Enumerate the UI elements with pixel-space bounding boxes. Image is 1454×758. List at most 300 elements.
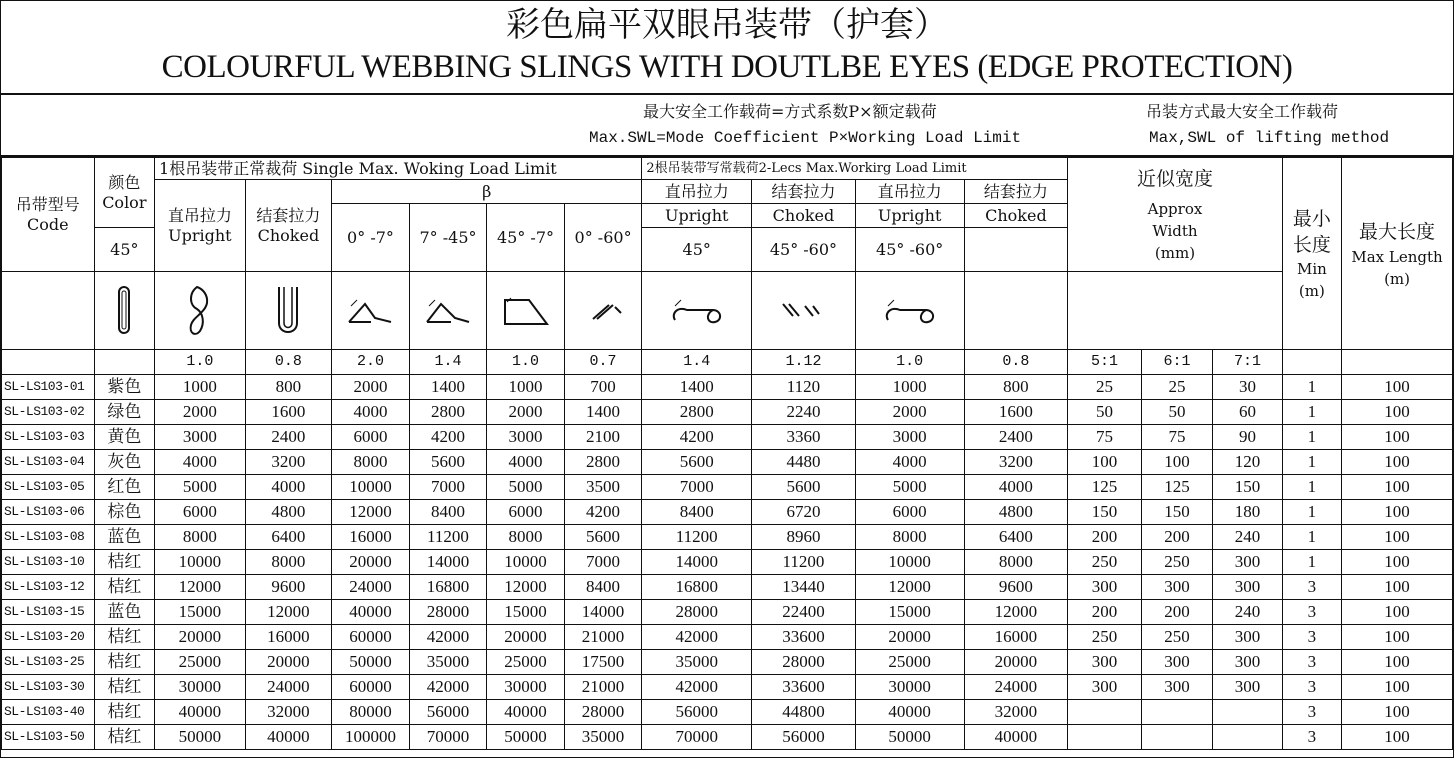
row-load-value: 25000 (855, 650, 964, 675)
row-min-length: 1 (1282, 550, 1341, 575)
row-load-value: 4200 (409, 425, 487, 450)
row-width-value: 200 (1068, 525, 1142, 550)
coef-1: 1.0 (155, 350, 246, 375)
row-code: SL-LS103-02 (2, 400, 95, 425)
double-group-header: 2根吊装带写常载荷2-Lecs Max.Workirg Load Limit (642, 158, 1068, 180)
row-width-value: 50 (1068, 400, 1142, 425)
row-code: SL-LS103-20 (2, 625, 95, 650)
max-header-en: Max Length (1351, 247, 1443, 266)
row-width-value: 300 (1213, 625, 1282, 650)
formula-english: Max.SWL=Mode Coefficient P×Working Load Limit (589, 129, 1022, 147)
double-upright-icon (667, 296, 727, 326)
row-load-value: 9600 (245, 575, 332, 600)
row-min-length: 3 (1282, 725, 1341, 750)
row-width-value (1068, 725, 1142, 750)
row-width-value: 300 (1068, 575, 1142, 600)
row-width-value: 300 (1068, 675, 1142, 700)
row-load-value: 800 (964, 375, 1068, 400)
row-load-value: 10000 (487, 550, 565, 575)
row-load-value: 42000 (409, 625, 487, 650)
angle-icon-cell-1 (332, 272, 410, 350)
row-load-value: 24000 (964, 675, 1068, 700)
row-load-value: 800 (245, 375, 332, 400)
row-load-value: 15000 (487, 600, 565, 625)
row-width-value: 300 (1213, 550, 1282, 575)
row-load-value: 1120 (752, 375, 856, 400)
row-load-value: 50000 (155, 725, 246, 750)
row-color: 灰色 (94, 450, 154, 475)
row-load-value: 33600 (752, 625, 856, 650)
double-upright-en-2: Upright (855, 204, 964, 228)
row-load-value: 11200 (642, 525, 752, 550)
row-code: SL-LS103-15 (2, 600, 95, 625)
row-load-value: 8000 (155, 525, 246, 550)
row-min-length: 3 (1282, 650, 1341, 675)
row-load-value: 44800 (752, 700, 856, 725)
row-width-value: 90 (1213, 425, 1282, 450)
row-load-value: 80000 (332, 700, 410, 725)
row-load-value: 12000 (155, 575, 246, 600)
row-width-value: 300 (1141, 675, 1212, 700)
min-length-header (1282, 158, 1341, 350)
row-color: 桔红 (94, 550, 154, 575)
row-width-value: 75 (1141, 425, 1212, 450)
coef-5: 1.0 (487, 350, 565, 375)
row-code: SL-LS103-50 (2, 725, 95, 750)
row-color: 紫色 (94, 375, 154, 400)
row-load-value: 40000 (487, 700, 565, 725)
sling-loop-icon (114, 283, 134, 339)
row-code: SL-LS103-08 (2, 525, 95, 550)
row-load-value: 2800 (642, 400, 752, 425)
row-width-value: 200 (1141, 600, 1212, 625)
row-load-value: 15000 (855, 600, 964, 625)
row-load-value: 70000 (409, 725, 487, 750)
row-load-value: 3500 (564, 475, 642, 500)
row-load-value: 12000 (855, 575, 964, 600)
row-load-value: 17500 (564, 650, 642, 675)
row-load-value: 12000 (332, 500, 410, 525)
row-load-value: 2000 (855, 400, 964, 425)
row-color: 桔红 (94, 725, 154, 750)
row-code: SL-LS103-12 (2, 575, 95, 600)
row-width-value: 250 (1141, 550, 1212, 575)
row-load-value: 24000 (332, 575, 410, 600)
min-header-cn1: 最小 (1292, 207, 1331, 230)
row-load-value: 8000 (332, 450, 410, 475)
row-load-value: 4000 (487, 450, 565, 475)
row-color: 绿色 (94, 400, 154, 425)
row-width-value: 25 (1068, 375, 1142, 400)
color-icon-cell (964, 228, 1068, 272)
row-width-value: 300 (1068, 650, 1142, 675)
row-load-value: 7000 (409, 475, 487, 500)
row-width-value: 125 (1141, 475, 1212, 500)
double-icon-cell-2 (752, 272, 856, 350)
row-color: 棕色 (94, 500, 154, 525)
table-row (2, 675, 1453, 700)
row-width-value (1141, 725, 1212, 750)
row-max-length: 100 (1342, 700, 1453, 725)
coef-2: 0.8 (245, 350, 332, 375)
ratio-5-1: 5:1 (1068, 350, 1142, 375)
row-load-value: 5000 (155, 475, 246, 500)
row-width-value: 250 (1068, 625, 1142, 650)
row-load-value: 5600 (642, 450, 752, 475)
row-load-value: 28000 (409, 600, 487, 625)
row-color: 黄色 (94, 425, 154, 450)
row-load-value: 4200 (564, 500, 642, 525)
angle-icon-cell-3 (487, 272, 565, 350)
beta-header: β (332, 180, 642, 204)
double-choked-cn: 结套拉力 (752, 180, 856, 204)
row-load-value: 30000 (487, 675, 565, 700)
table-row (2, 725, 1453, 750)
table-row (2, 625, 1453, 650)
row-load-value: 4200 (642, 425, 752, 450)
row-load-value: 3200 (245, 450, 332, 475)
basket-angle-icon-1 (345, 296, 395, 326)
table-row (2, 600, 1453, 625)
row-load-value: 40000 (964, 725, 1068, 750)
double-angle-4: 45° -60° (855, 228, 964, 272)
row-load-value: 2240 (752, 400, 856, 425)
row-load-value: 5600 (564, 525, 642, 550)
row-load-value: 14000 (409, 550, 487, 575)
coef-8: 1.12 (752, 350, 856, 375)
row-min-length: 3 (1282, 600, 1341, 625)
angle-0-60: 0° -60° (564, 204, 642, 272)
row-load-value: 2000 (155, 400, 246, 425)
row-max-length: 100 (1342, 650, 1453, 675)
double-choked-en-2: Choked (964, 204, 1068, 228)
width-header-unit: (mm) (1154, 243, 1196, 262)
single-group-header: 1根吊装带正常裁荷 Single Max. Woking Load Limit (155, 158, 642, 180)
row-load-value: 20000 (332, 550, 410, 575)
row-load-value: 4000 (155, 450, 246, 475)
row-max-length: 100 (1342, 425, 1453, 450)
row-load-value: 12000 (245, 600, 332, 625)
row-max-length: 100 (1342, 675, 1453, 700)
color-header-cn: 颜色 (108, 172, 141, 192)
row-load-value: 1400 (642, 375, 752, 400)
choked-header-en: Choked (257, 225, 320, 245)
width-header-cn: 近似宽度 (1136, 167, 1213, 190)
min-header-en: Min (1296, 259, 1327, 278)
double-angle-2: 45° (642, 228, 752, 272)
row-min-length: 1 (1282, 425, 1341, 450)
row-max-length: 100 (1342, 725, 1453, 750)
code-icon-spacer (2, 272, 95, 350)
row-code: SL-LS103-06 (2, 500, 95, 525)
row-width-value: 240 (1213, 600, 1282, 625)
row-load-value: 1600 (245, 400, 332, 425)
row-load-value: 16000 (245, 625, 332, 650)
row-load-value: 1000 (155, 375, 246, 400)
double-icon-cell-3 (855, 272, 964, 350)
row-min-length: 1 (1282, 500, 1341, 525)
row-width-value: 75 (1068, 425, 1142, 450)
row-width-value (1213, 700, 1282, 725)
double-upright-en: Upright (642, 204, 752, 228)
row-load-value: 700 (564, 375, 642, 400)
row-load-value: 1000 (855, 375, 964, 400)
row-min-length: 1 (1282, 375, 1341, 400)
row-min-length: 3 (1282, 675, 1341, 700)
row-load-value: 30000 (855, 675, 964, 700)
row-load-value: 2100 (564, 425, 642, 450)
color-header (94, 158, 154, 228)
row-load-value: 100000 (332, 725, 410, 750)
choked-hitch-icon (273, 283, 303, 339)
row-load-value: 20000 (855, 625, 964, 650)
row-load-value: 16000 (964, 625, 1068, 650)
row-load-value: 3000 (487, 425, 565, 450)
row-load-value: 40000 (855, 700, 964, 725)
row-load-value: 13440 (752, 575, 856, 600)
row-load-value: 6400 (964, 525, 1068, 550)
data-rows (2, 375, 1453, 750)
row-load-value: 4000 (855, 450, 964, 475)
row-load-value: 2400 (245, 425, 332, 450)
row-min-length: 1 (1282, 475, 1341, 500)
row-width-value: 120 (1213, 450, 1282, 475)
color-header-en: Color (102, 192, 147, 212)
row-width-value (1141, 700, 1212, 725)
row-max-length: 100 (1342, 450, 1453, 475)
table-row (2, 425, 1453, 450)
row-max-length: 100 (1342, 550, 1453, 575)
row-load-value: 70000 (642, 725, 752, 750)
row-load-value: 42000 (409, 675, 487, 700)
row-load-value: 8400 (409, 500, 487, 525)
method-english: Max,SWL of lifting method (1149, 129, 1390, 147)
row-max-length: 100 (1342, 575, 1453, 600)
row-width-value: 180 (1213, 500, 1282, 525)
row-width-value: 200 (1141, 525, 1212, 550)
coef-spacer-code (2, 350, 95, 375)
row-load-value: 20000 (487, 625, 565, 650)
coef-spacer-max (1342, 350, 1453, 375)
min-header-unit: (m) (1298, 281, 1325, 300)
row-load-value: 1600 (964, 400, 1068, 425)
double-icon-cell-1 (642, 272, 752, 350)
table-row (2, 375, 1453, 400)
choked-header-cn: 结套拉力 (256, 205, 321, 225)
row-max-length: 100 (1342, 400, 1453, 425)
table-row (2, 700, 1453, 725)
row-max-length: 100 (1342, 625, 1453, 650)
row-width-value: 250 (1068, 550, 1142, 575)
formula-chinese: 最大安全工作载荷=方式系数P×额定载荷 (643, 102, 937, 121)
row-load-value: 21000 (564, 625, 642, 650)
row-color: 蓝色 (94, 600, 154, 625)
row-load-value: 50000 (487, 725, 565, 750)
row-load-value: 16800 (409, 575, 487, 600)
double-upright-cn: 直吊拉力 (642, 180, 752, 204)
row-color: 桔红 (94, 575, 154, 600)
row-load-value: 5600 (752, 475, 856, 500)
row-load-value: 11200 (752, 550, 856, 575)
formula-block (1, 95, 1453, 157)
basket-angle-icon-2 (423, 296, 473, 326)
row-load-value: 6720 (752, 500, 856, 525)
basket-angle-icon-3 (501, 294, 551, 328)
row-load-value: 14000 (642, 550, 752, 575)
row-load-value: 42000 (642, 625, 752, 650)
row-min-length: 1 (1282, 400, 1341, 425)
row-width-value: 150 (1068, 500, 1142, 525)
row-color: 红色 (94, 475, 154, 500)
upright-header-cn: 直吊拉力 (167, 205, 232, 225)
row-load-value: 56000 (642, 700, 752, 725)
row-load-value: 10000 (155, 550, 246, 575)
double-angle-1: 45° (94, 228, 154, 272)
row-code: SL-LS103-05 (2, 475, 95, 500)
row-max-length: 100 (1342, 500, 1453, 525)
row-load-value: 2800 (409, 400, 487, 425)
row-load-value: 4480 (752, 450, 856, 475)
row-width-value: 125 (1068, 475, 1142, 500)
row-load-value: 25000 (155, 650, 246, 675)
row-load-value: 4800 (245, 500, 332, 525)
choked-header (245, 180, 332, 272)
row-load-value: 1400 (409, 375, 487, 400)
coef-9: 1.0 (855, 350, 964, 375)
table-row (2, 500, 1453, 525)
angle-7-45: 7° -45° (409, 204, 487, 272)
double-upright-cn-2: 直吊拉力 (855, 180, 964, 204)
ratio-6-1: 6:1 (1141, 350, 1212, 375)
table-row (2, 475, 1453, 500)
row-load-value: 25000 (487, 650, 565, 675)
angle-icon-cell-2 (409, 272, 487, 350)
row-load-value: 60000 (332, 625, 410, 650)
row-load-value: 2000 (487, 400, 565, 425)
angle-icon-cell-4 (564, 272, 642, 350)
table-row (2, 550, 1453, 575)
row-min-length: 1 (1282, 525, 1341, 550)
upright-header (155, 180, 246, 272)
code-header-cn: 吊带型号 (15, 194, 80, 214)
angle-45-7: 45° -7° (487, 204, 565, 272)
row-width-value: 200 (1068, 600, 1142, 625)
coef-10: 0.8 (964, 350, 1068, 375)
row-code: SL-LS103-40 (2, 700, 95, 725)
row-load-value: 28000 (564, 700, 642, 725)
row-load-value: 6400 (245, 525, 332, 550)
double-angle-3: 45° -60° (752, 228, 856, 272)
row-load-value: 8400 (642, 500, 752, 525)
row-width-value: 60 (1213, 400, 1282, 425)
coef-4: 1.4 (409, 350, 487, 375)
width-icon-spacer (1068, 272, 1282, 350)
row-load-value: 30000 (155, 675, 246, 700)
row-load-value: 16000 (332, 525, 410, 550)
upright-header-en: Upright (168, 225, 232, 245)
row-load-value: 6000 (332, 425, 410, 450)
row-max-length: 100 (1342, 600, 1453, 625)
row-load-value: 2800 (564, 450, 642, 475)
coef-spacer-min (1282, 350, 1341, 375)
row-max-length: 100 (1342, 475, 1453, 500)
code-header (2, 158, 95, 272)
row-load-value: 6000 (487, 500, 565, 525)
row-color: 桔红 (94, 625, 154, 650)
row-width-value: 300 (1213, 675, 1282, 700)
row-width-value: 300 (1141, 650, 1212, 675)
table-row (2, 575, 1453, 600)
basket-angle-icon-4 (583, 299, 623, 323)
double-choked-en: Choked (752, 204, 856, 228)
row-max-length: 100 (1342, 525, 1453, 550)
method-chinese: 吊装方式最大安全工作载荷 (1146, 102, 1339, 121)
row-load-value: 60000 (332, 675, 410, 700)
row-load-value: 8000 (964, 550, 1068, 575)
row-load-value: 4000 (964, 475, 1068, 500)
row-load-value: 4000 (245, 475, 332, 500)
row-load-value: 6000 (855, 500, 964, 525)
row-load-value: 28000 (642, 600, 752, 625)
row-load-value: 14000 (564, 600, 642, 625)
row-code: SL-LS103-03 (2, 425, 95, 450)
row-max-length: 100 (1342, 375, 1453, 400)
row-width-value: 100 (1141, 450, 1212, 475)
row-load-value: 33600 (752, 675, 856, 700)
row-load-value: 8000 (855, 525, 964, 550)
row-width-value: 150 (1141, 500, 1212, 525)
row-load-value: 8000 (245, 550, 332, 575)
row-load-value: 32000 (245, 700, 332, 725)
row-load-value: 5000 (855, 475, 964, 500)
row-load-value: 28000 (752, 650, 856, 675)
row-load-value: 12000 (964, 600, 1068, 625)
choked-icon-cell (245, 272, 332, 350)
row-load-value: 2400 (964, 425, 1068, 450)
upright-icon-cell (155, 272, 246, 350)
row-load-value: 8960 (752, 525, 856, 550)
row-load-value: 4800 (964, 500, 1068, 525)
row-code: SL-LS103-10 (2, 550, 95, 575)
row-load-value: 10000 (855, 550, 964, 575)
double-choked-icon (773, 296, 833, 326)
row-code: SL-LS103-30 (2, 675, 95, 700)
row-load-value: 20000 (245, 650, 332, 675)
coef-3: 2.0 (332, 350, 410, 375)
row-load-value: 3360 (752, 425, 856, 450)
row-min-length: 3 (1282, 700, 1341, 725)
angle-0-7: 0° -7° (332, 204, 410, 272)
row-width-value: 300 (1141, 575, 1212, 600)
row-load-value: 50000 (855, 725, 964, 750)
row-load-value: 8000 (487, 525, 565, 550)
row-color: 桔红 (94, 650, 154, 675)
table-row (2, 650, 1453, 675)
row-load-value: 35000 (642, 650, 752, 675)
row-load-value: 15000 (155, 600, 246, 625)
max-header-cn: 最大长度 (1359, 220, 1436, 243)
row-width-value (1213, 725, 1282, 750)
row-load-value: 3200 (964, 450, 1068, 475)
row-load-value: 50000 (332, 650, 410, 675)
row-min-length: 3 (1282, 625, 1341, 650)
double-icon-cell-4 (964, 272, 1068, 350)
row-load-value: 1000 (487, 375, 565, 400)
row-min-length: 1 (1282, 450, 1341, 475)
row-width-value (1068, 700, 1142, 725)
row-width-value: 300 (1213, 575, 1282, 600)
upright-hitch-icon (185, 283, 215, 339)
